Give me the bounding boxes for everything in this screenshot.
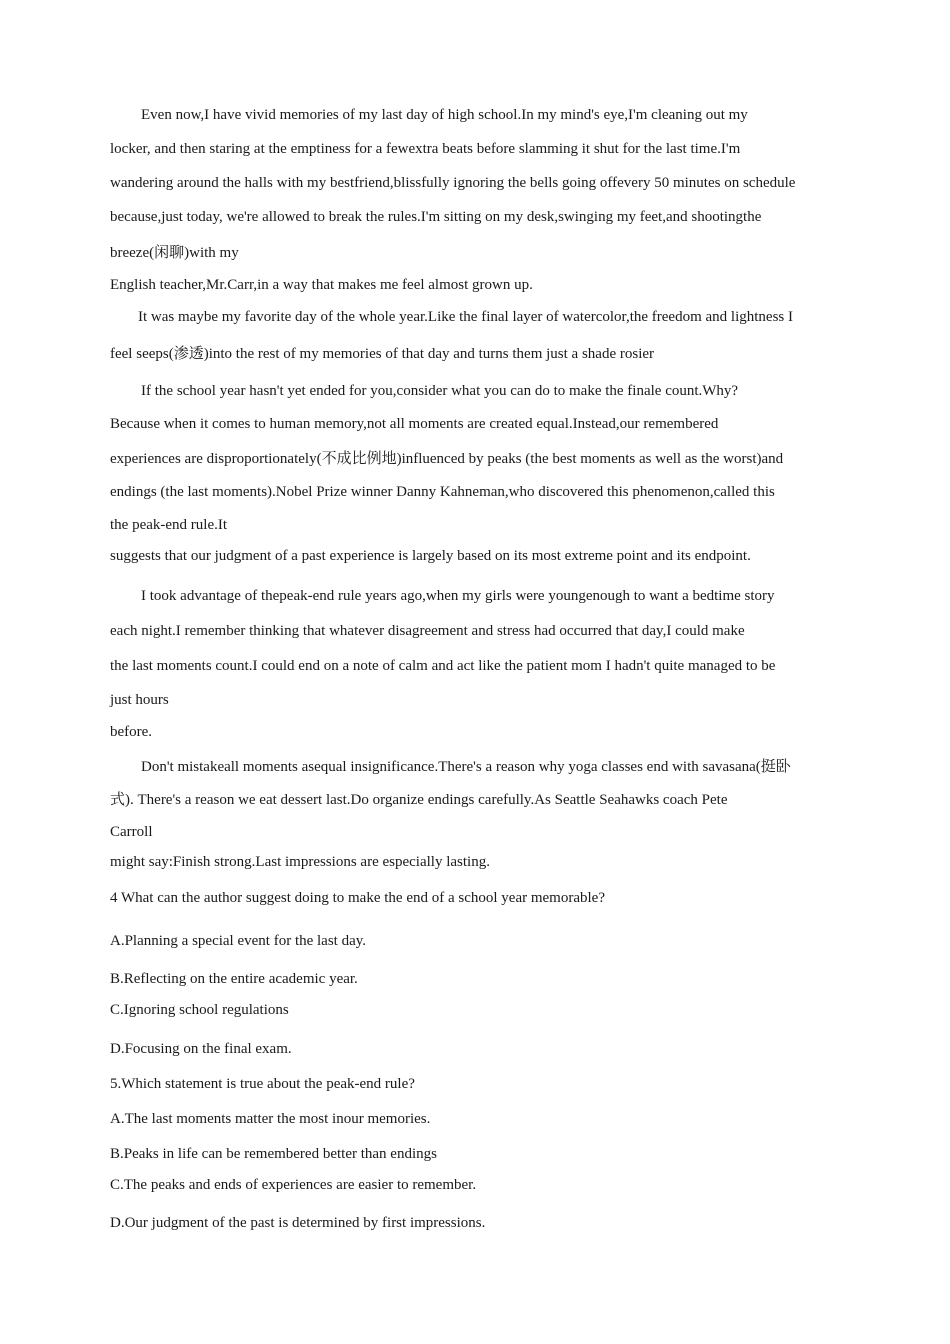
passage-line: Don't mistakeall moments asequal insignificance.There's a reason why yoga classes end with savasana(挺卧	[141, 759, 791, 775]
passage-line: because,just today, we're allowed to break the rules.I'm sitting on my desk,swinging my feet,and shootingthe	[110, 209, 762, 225]
passage-line: English teacher,Mr.Carr,in a way that makes me feel almost grown up.	[110, 277, 533, 293]
passage-line: suggests that our judgment of a past experience is largely based on its most extreme point and its endpoint.	[110, 548, 751, 564]
passage-line: 式). There's a reason we eat dessert last.Do organize endings carefully.As Seattle Seahawks coach Pete	[110, 792, 728, 808]
passage-line: feel seeps(渗透)into the rest of my memories of that day and turns them just a shade rosier	[110, 346, 655, 362]
passage-line: just hours	[110, 692, 169, 708]
answer-option: B.Reflecting on the entire academic year.	[110, 971, 358, 987]
answer-option: C.Ignoring school regulations	[110, 1002, 289, 1018]
passage-line: It was maybe my favorite day of the whole year.Like the final layer of watercolor,the freedom and lightness I	[138, 309, 793, 325]
passage-line: Even now,I have vivid memories of my last day of high school.In my mind's eye,I'm cleaning out my	[141, 107, 748, 123]
passage-line: locker, and then staring at the emptiness for a fewextra beats before slamming it shut for the last time.I'm	[110, 141, 741, 157]
answer-option: C.The peaks and ends of experiences are easier to remember.	[110, 1177, 477, 1193]
passage-line: wandering around the halls with my bestfriend,blissfully ignoring the bells going offevery 50 minutes on schedule	[110, 175, 796, 191]
passage-line: before.	[110, 724, 153, 740]
question-stem: 4 What can the author suggest doing to make the end of a school year memorable?	[110, 890, 605, 906]
answer-option: D.Focusing on the final exam.	[110, 1041, 292, 1057]
answer-option: D.Our judgment of the past is determined by first impressions.	[110, 1215, 486, 1231]
answer-option: B.Peaks in life can be remembered better than endings	[110, 1146, 437, 1162]
passage-line: Because when it comes to human memory,not all moments are created equal.Instead,our remembered	[110, 416, 719, 432]
passage-line: might say:Finish strong.Last impressions are especially lasting.	[110, 854, 490, 870]
passage-line: endings (the last moments).Nobel Prize winner Danny Kahneman,who discovered this phenomenon,called this	[110, 484, 775, 500]
passage-line: the last moments count.I could end on a note of calm and act like the patient mom I hadn't quite managed to be	[110, 658, 776, 674]
passage-line: each night.I remember thinking that whatever disagreement and stress had occurred that day,I could make	[110, 623, 745, 639]
passage-line: Carroll	[110, 824, 153, 840]
answer-option: A.The last moments matter the most inour memories.	[110, 1111, 431, 1127]
passage-line: experiences are disproportionately(不成比例地)influenced by peaks (the best moments as well as the worst)and	[110, 451, 784, 467]
passage-line: I took advantage of thepeak-end rule years ago,when my girls were youngenough to want a bedtime story	[141, 588, 775, 604]
passage-line: the peak-end rule.It	[110, 517, 228, 533]
answer-option: A.Planning a special event for the last day.	[110, 933, 367, 949]
passage-line: If the school year hasn't yet ended for you,consider what you can do to make the finale count.Why?	[141, 383, 739, 399]
question-stem: 5.Which statement is true about the peak-end rule?	[110, 1076, 415, 1092]
passage-line: breeze(闲聊)with my	[110, 245, 239, 261]
